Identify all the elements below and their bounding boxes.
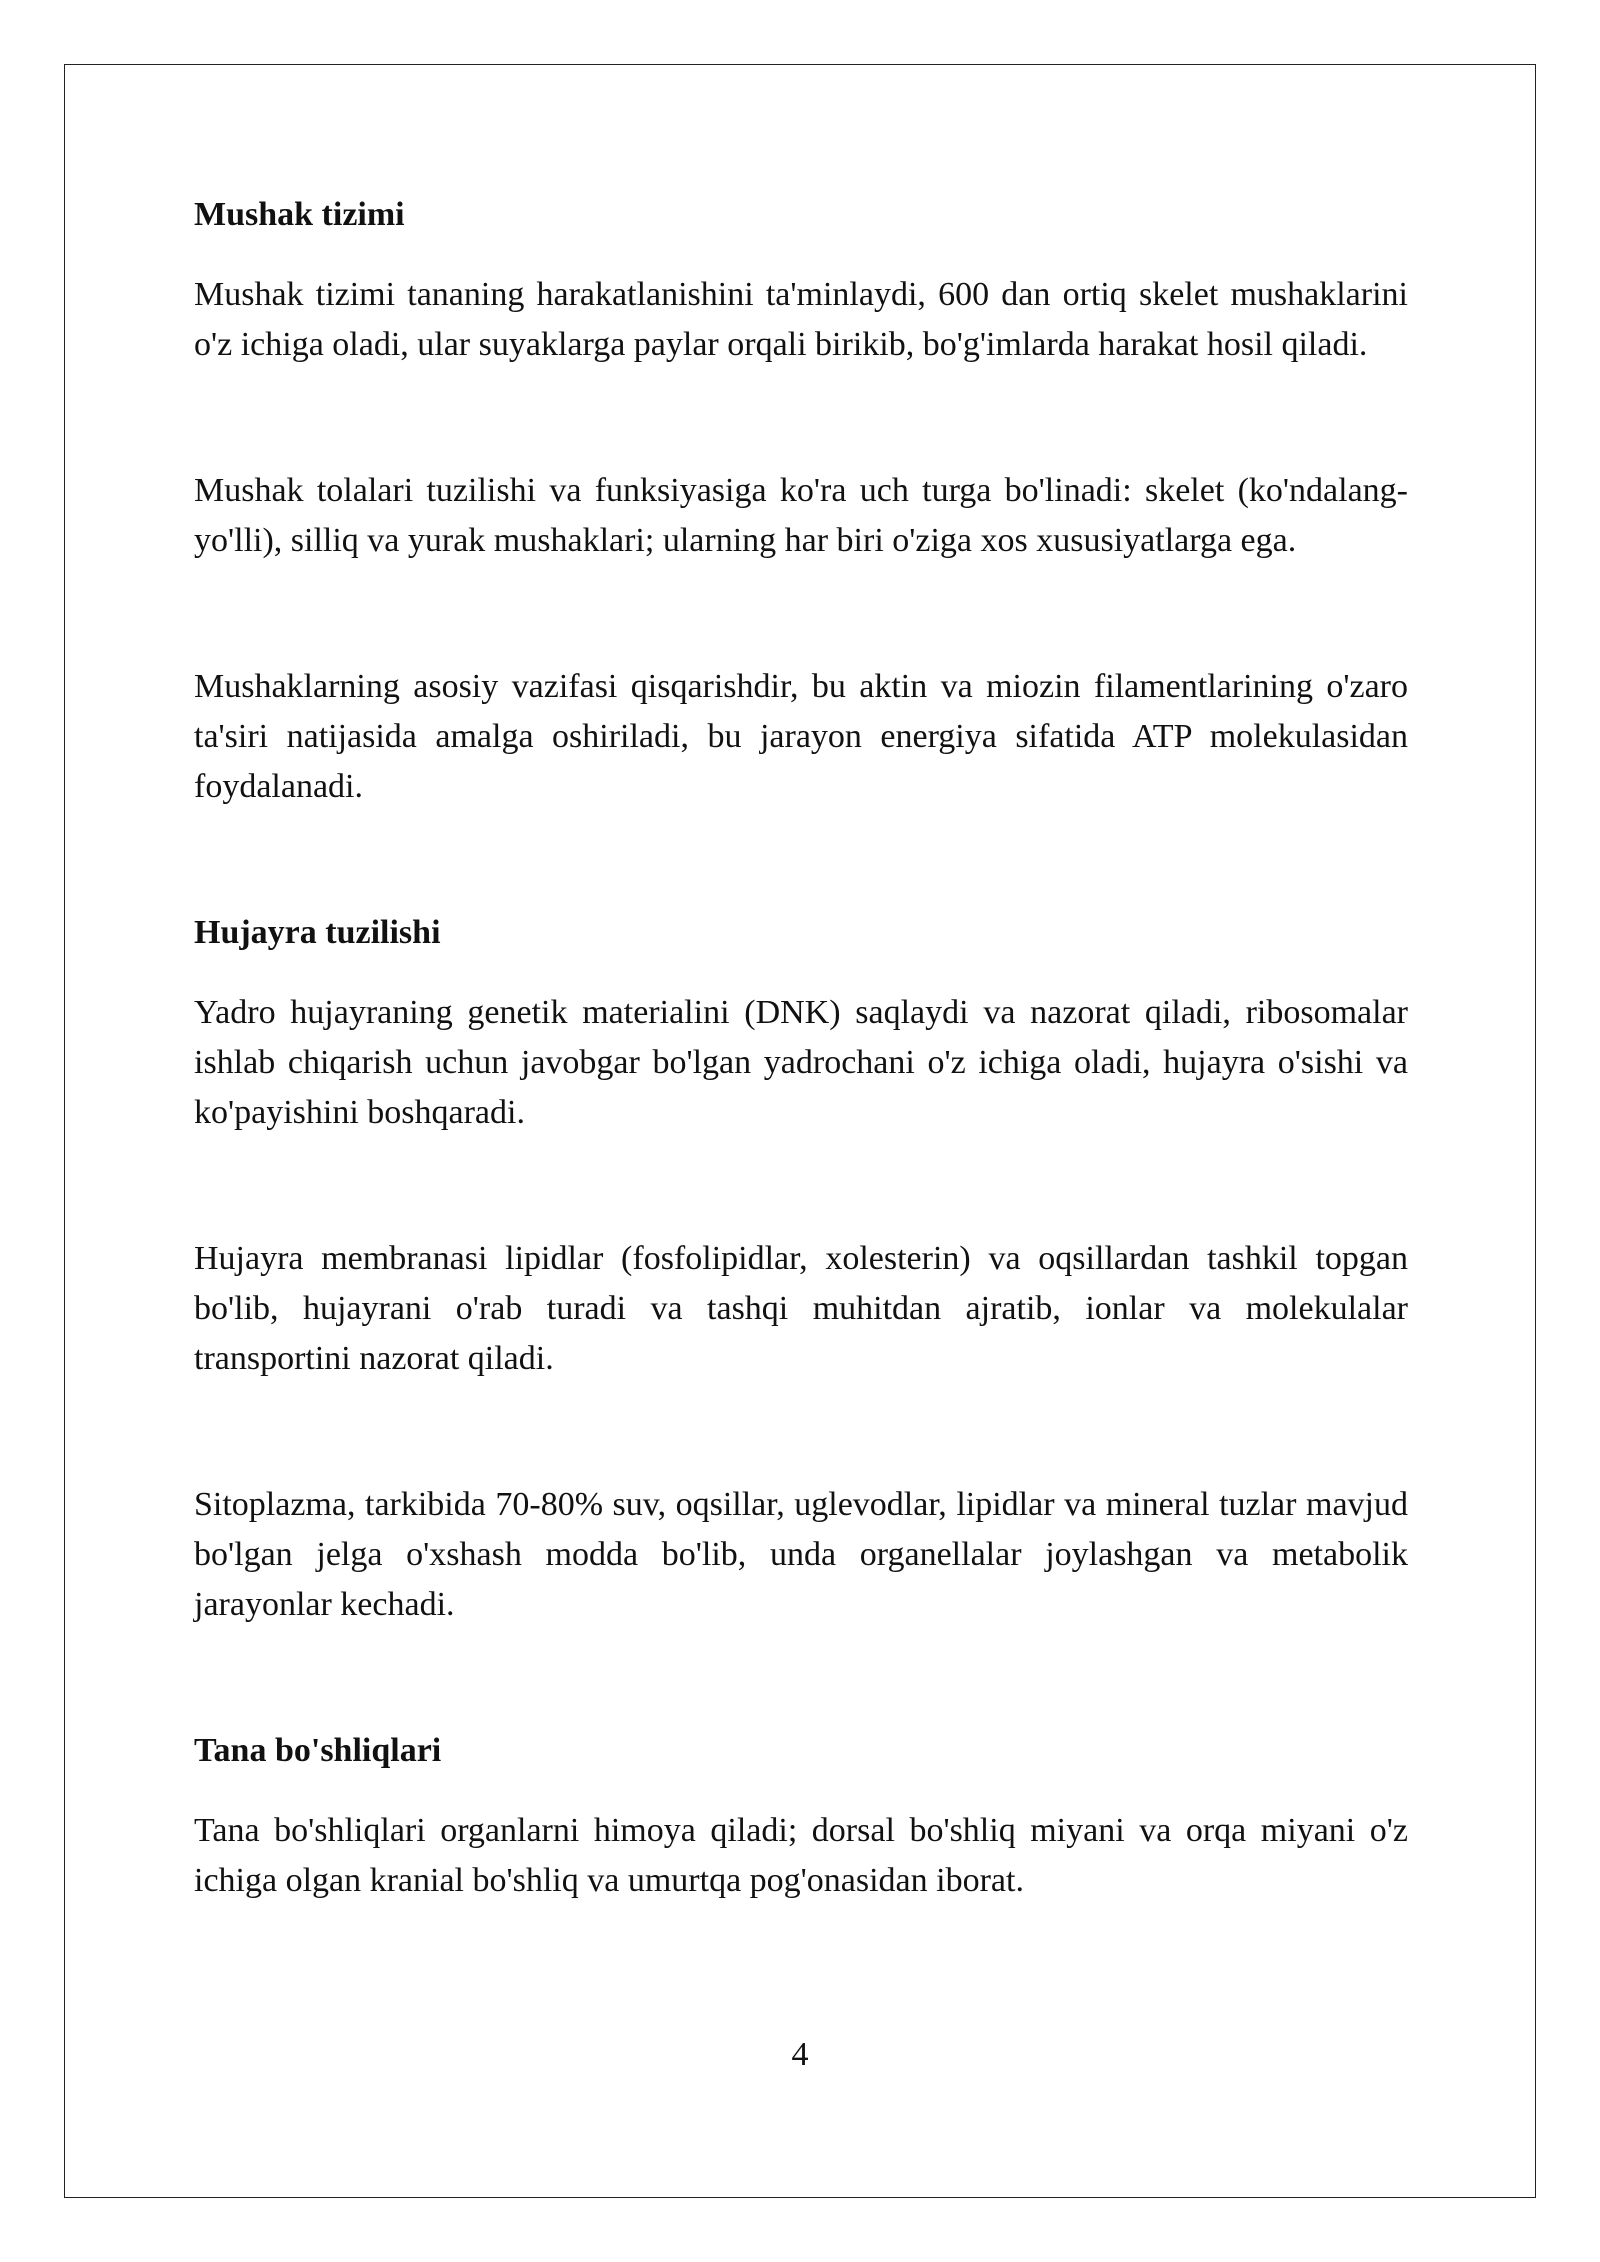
paragraph: Mushak tolalari tuzilishi va funksiyasiga ko'ra uch turga bo'linadi: skelet (ko'ndalang-yo'lli), silliq va yurak mushaklari; ularning har biri o'ziga xos xususiyatlarga ega.	[194, 472, 1408, 559]
section-heading: Hujayra tuzilishi	[194, 914, 441, 951]
section-hujayra-tuzilishi	[194, 908, 1408, 1630]
paragraph: Mushak tizimi tananing harakatlanishini ta'minlaydi, 600 dan ortiq skelet mushaklarini o'z ichiga oladi, ular suyaklarga paylar orqali birikib, bo'g'imlarda harakat hosil qiladi.	[194, 276, 1408, 363]
section-tana-boshliqlari	[194, 1726, 1408, 1906]
paragraph: Hujayra membranasi lipidlar (fosfolipidlar, xolesterin) va oqsillardan tashkil topgan bo'lib, hujayrani o'rab turadi va tashqi muhitdan ajratib, ionlar va molekulalar transportini nazorat qiladi.	[194, 1240, 1408, 1377]
document-body	[194, 190, 1408, 1906]
section-mushak-tizimi	[194, 190, 1408, 812]
paragraph: Mushaklarning asosiy vazifasi qisqarishdir, bu aktin va miozin filamentlarining o'zaro ta'siri natijasida amalga oshiriladi, bu jarayon energiya sifatida ATP molekulasidan foydalanadi.	[194, 668, 1408, 805]
paragraph: Sitoplazma, tarkibida 70-80% suv, oqsillar, uglevodlar, lipidlar va mineral tuzlar mavjud bo'lgan jelga o'xshash modda bo'lib, unda organellalar joylashgan va metabolik jarayonlar kechadi.	[194, 1486, 1408, 1623]
paragraph: Yadro hujayraning genetik materialini (DNK) saqlaydi va nazorat qiladi, ribosomalar ishlab chiqarish uchun javobgar bo'lgan yadrochani o'z ichiga oladi, hujayra o'sishi va ko'payishini boshqaradi.	[194, 994, 1408, 1131]
paragraph: Tana bo'shliqlari organlarni himoya qiladi; dorsal bo'shliq miyani va orqa miyani o'z ichiga olgan kranial bo'shliq va umurtqa pog'onasidan iborat.	[194, 1812, 1408, 1899]
section-heading: Mushak tizimi	[194, 196, 405, 233]
page-number: 4	[791, 2036, 809, 2073]
section-heading: Tana bo'shliqlari	[194, 1732, 442, 1769]
